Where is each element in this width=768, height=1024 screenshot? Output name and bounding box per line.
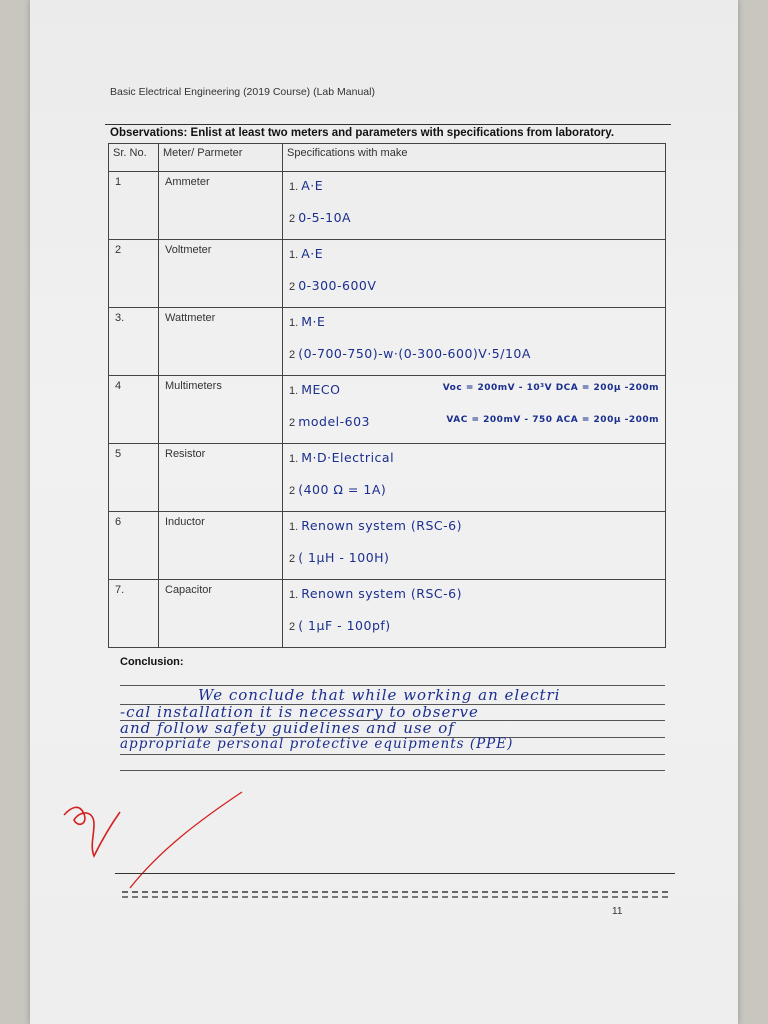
col-header-meter: Meter/ Parmeter (159, 144, 283, 172)
ruled-line (120, 754, 665, 755)
sr-no-cell: 6 (109, 512, 159, 580)
spec-make: MECO (301, 382, 341, 397)
spec-make: M·E (301, 314, 326, 329)
conclusion-line: We conclude that while working an electri (198, 686, 561, 704)
specification-cell: 1. A·E 2 0-5-10A (283, 172, 666, 240)
table-row (109, 512, 666, 580)
sr-no-cell: 1 (109, 172, 159, 240)
specification-cell: 1. MECO Voc = 200mV - 10³V DCA = 200µ -200m 2 model-603 VAC = 200mV - 750 ACA = 200µ -200m (283, 376, 666, 444)
meter-name-cell: Ammeter (159, 172, 283, 240)
col-header-sr: Sr. No. (109, 144, 159, 172)
specification-cell: 1. A·E 2 0-300-600V (283, 240, 666, 308)
spec-range: (0-700-750)-w·(0-300-600)V·5/10A (298, 346, 531, 361)
sr-no-cell: 2 (109, 240, 159, 308)
page-number: 11 (612, 906, 623, 917)
grading-signature-mark (50, 780, 260, 900)
footer-dashed-rule (122, 891, 668, 893)
meter-name-cell: Inductor (159, 512, 283, 580)
table-row (109, 580, 666, 648)
meter-name-cell: Multimeters (159, 376, 283, 444)
spec-range: (400 Ω = 1A) (298, 482, 387, 497)
table-row (109, 172, 666, 240)
footer-dashed-rule (122, 896, 668, 898)
meter-name-cell: Resistor (159, 444, 283, 512)
spec-range: 0-300-600V (298, 278, 377, 293)
header-rule (105, 124, 671, 125)
table-header-row (109, 144, 666, 172)
specification-cell: 1. M·E 2 (0-700-750)-w·(0-300-600)V·5/10A (283, 308, 666, 376)
spec-make: Renown system (RSC-6) (301, 586, 462, 601)
spec-make: M·D·Electrical (301, 450, 395, 465)
spec-range-note: Voc = 200mV - 10³V DCA = 200µ -200m (442, 383, 659, 393)
specification-cell: 1. Renown system (RSC-6) 2 ( 1µH - 100H) (283, 512, 666, 580)
sr-no-cell: 7. (109, 580, 159, 648)
observations-table (108, 143, 666, 648)
spec-range: 0-5-10A (298, 210, 352, 225)
table-row (109, 376, 666, 444)
observations-title: Observations: Enlist at least two meters and parameters with specifications from laboratory. (110, 127, 615, 139)
spec-range-note: VAC = 200mV - 750 ACA = 200µ -200m (446, 415, 659, 425)
spec-range: ( 1µF - 100pf) (298, 618, 391, 633)
spec-make: A·E (301, 246, 324, 261)
spec-make: A·E (301, 178, 324, 193)
table-row (109, 444, 666, 512)
sr-no-cell: 4 (109, 376, 159, 444)
meter-name-cell: Wattmeter (159, 308, 283, 376)
conclusion-line: appropriate personal protective equipments (PPE) (120, 736, 514, 752)
table-row (109, 308, 666, 376)
conclusion-line: and follow safety guidelines and use of (120, 719, 455, 737)
table-row (109, 240, 666, 308)
page-header: Basic Electrical Engineering (2019 Course) (Lab Manual) (110, 86, 375, 98)
ruled-line (120, 770, 665, 771)
spec-range: model-603 (298, 414, 370, 429)
specification-cell: 1. M·D·Electrical 2 (400 Ω = 1A) (283, 444, 666, 512)
sr-no-cell: 3. (109, 308, 159, 376)
col-header-spec: Specifications with make (283, 144, 666, 172)
specification-cell: 1. Renown system (RSC-6) 2 ( 1µF - 100pf) (283, 580, 666, 648)
meter-name-cell: Voltmeter (159, 240, 283, 308)
meter-name-cell: Capacitor (159, 580, 283, 648)
sr-no-cell: 5 (109, 444, 159, 512)
conclusion-label: Conclusion: (120, 656, 184, 668)
conclusion-line: -cal installation it is necessary to observe (120, 703, 479, 721)
spec-range: ( 1µH - 100H) (298, 550, 390, 565)
spec-make: Renown system (RSC-6) (301, 518, 462, 533)
footer-rule (115, 873, 675, 874)
